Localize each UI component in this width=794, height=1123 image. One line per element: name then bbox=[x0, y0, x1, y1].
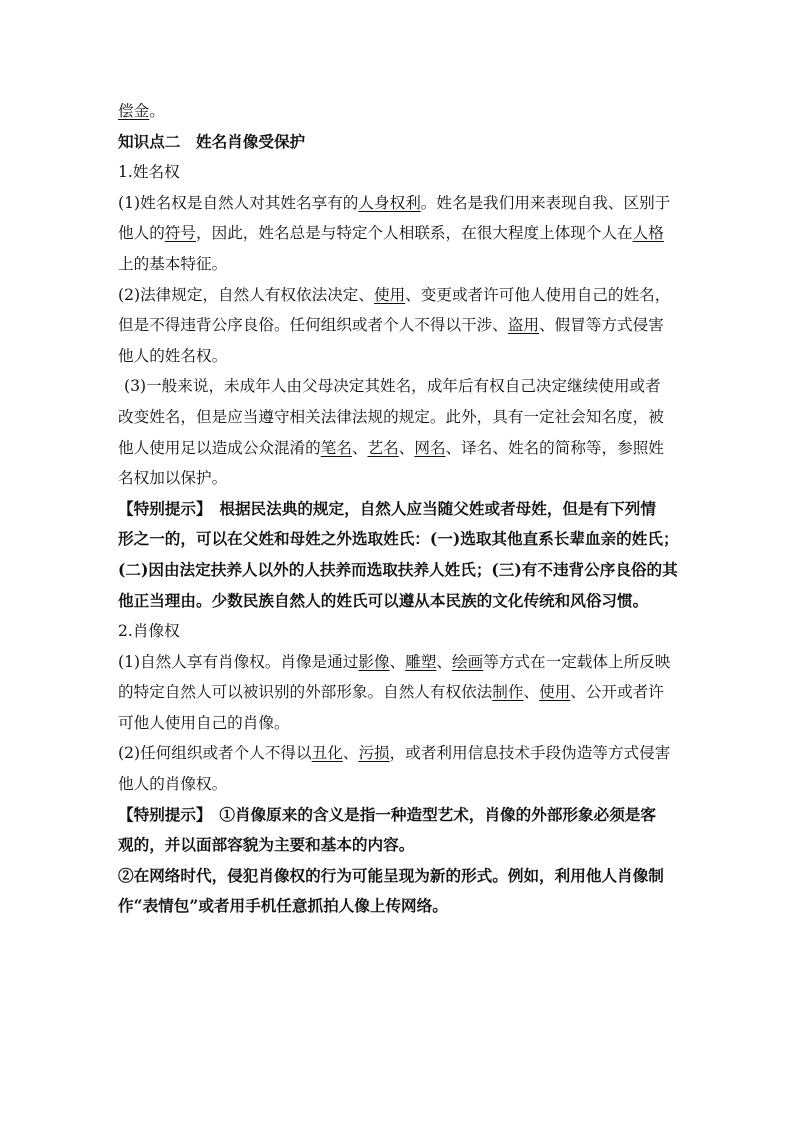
text-line bbox=[118, 310, 683, 341]
text-run: 改变姓名，但是应当遵守相关法律法规的规定。此外，具有一定社会知名度，被 bbox=[118, 407, 664, 426]
document-body bbox=[118, 96, 683, 922]
text-run: (2)法律规定，自然人有权依法决定、 bbox=[118, 285, 374, 304]
text-run: 、译名、姓名的简称等，参照姓 bbox=[445, 438, 664, 457]
text-run: (2)任何组织或者个人不得以 bbox=[118, 744, 312, 763]
text-line bbox=[118, 555, 683, 586]
text-line bbox=[118, 647, 683, 678]
text-run: 【特别提示】 ①肖像原来的含义是指一种造型艺术，肖像的外部形象必须是客 bbox=[118, 804, 656, 824]
text-run: 上的基本特征。 bbox=[118, 254, 228, 273]
underlined-term: 偿金 bbox=[118, 102, 150, 120]
text-line bbox=[118, 218, 683, 249]
text-line bbox=[118, 433, 683, 464]
text-run: ，或者利用信息技术手段伪造等方式侵害 bbox=[389, 744, 671, 763]
text-run: 作“表情包”或者用手机任意抓拍人像上传网络。 bbox=[118, 896, 448, 916]
text-run: (3)一般来说，未成年人由父母决定其姓名，成年后有权自己决定继续使用或者 bbox=[124, 377, 661, 396]
text-run: 、 bbox=[398, 438, 415, 457]
text-run: 、 bbox=[523, 683, 540, 702]
text-line bbox=[118, 188, 683, 219]
text-run: 姓名肖像受保护 bbox=[180, 131, 306, 151]
text-run: 、 bbox=[351, 438, 368, 457]
underlined-term: 雕塑 bbox=[405, 652, 437, 671]
text-line bbox=[118, 341, 683, 372]
text-run: 知识点二 bbox=[118, 131, 181, 151]
text-run: 名权加以保护。 bbox=[118, 469, 228, 488]
text-run: 、 bbox=[436, 652, 453, 671]
text-line bbox=[118, 494, 683, 525]
text-line bbox=[118, 463, 683, 494]
text-run: 。姓名是我们用来表现自我、区别于 bbox=[420, 193, 671, 212]
text-run: 形之一的，可以在父姓和母姓之外选取姓氏：(一)选取其他直系长辈血亲的姓氏； bbox=[118, 529, 679, 549]
text-line bbox=[118, 769, 683, 800]
underlined-term: 艺名 bbox=[367, 438, 399, 457]
underlined-term: 影像 bbox=[358, 652, 390, 671]
text-line bbox=[118, 586, 683, 617]
text-line bbox=[118, 616, 683, 647]
text-line bbox=[118, 830, 683, 861]
underlined-term: 盗用 bbox=[507, 316, 540, 335]
underlined-term: 人格 bbox=[632, 224, 664, 243]
text-run: 观的，并以面部容貌为主要和基本的内容。 bbox=[118, 835, 415, 855]
underlined-term: 笔名 bbox=[320, 438, 352, 457]
text-line bbox=[118, 861, 683, 892]
text-run: 、变更或者许可他人使用自己的姓名， bbox=[405, 285, 671, 304]
text-run: (1)姓名权是自然人对其姓名享有的 bbox=[118, 193, 359, 212]
text-line bbox=[118, 249, 683, 280]
text-run: 他人的 bbox=[118, 224, 165, 243]
text-line bbox=[118, 280, 683, 311]
underlined-term: 使用 bbox=[539, 683, 571, 702]
text-run: 、公开或者许 bbox=[570, 683, 664, 702]
text-run: 他人使用足以造成公众混淆的 bbox=[118, 438, 321, 457]
underlined-term: 污损 bbox=[358, 744, 390, 763]
underlined-term: 网名 bbox=[414, 438, 446, 457]
text-line bbox=[118, 708, 683, 739]
text-line bbox=[118, 524, 683, 555]
text-run: (1)自然人享有肖像权。肖像是通过 bbox=[118, 652, 359, 671]
text-run: 他正当理由。少数民族自然人的姓氏可以遵从本民族的文化传统和风俗习惯。 bbox=[118, 590, 649, 610]
text-run: 、 bbox=[342, 744, 359, 763]
underlined-term: 丑化 bbox=[311, 744, 343, 763]
text-line bbox=[118, 96, 683, 127]
text-run: 但是不得违背公序良俗。任何组织或者个人不得以干涉、 bbox=[118, 316, 508, 335]
text-run: 可他人使用自己的肖像。 bbox=[118, 713, 290, 732]
text-line bbox=[118, 402, 683, 433]
text-run: 他人的姓名权。 bbox=[118, 346, 228, 365]
text-run: 、假冒等方式侵害 bbox=[539, 316, 664, 335]
text-run: (二)因由法定扶养人以外的人扶养而选取扶养人姓氏；(三)有不违背公序良俗的其 bbox=[118, 559, 678, 579]
text-run: 等方式在一定载体上所反映 bbox=[483, 652, 671, 671]
text-line bbox=[118, 891, 683, 922]
text-run: 。 bbox=[149, 102, 165, 120]
text-run: 他人的肖像权。 bbox=[118, 775, 228, 794]
text-run: 1.姓名权 bbox=[118, 163, 180, 182]
text-run: 、 bbox=[389, 652, 406, 671]
text-run: ②在网络时代，侵犯肖像权的行为可能呈现为新的形式。例如，利用他人肖像制 bbox=[118, 865, 664, 885]
text-run: ，因此，姓名总是与特定个人相联系，在很大程度上体现个人在 bbox=[196, 224, 633, 243]
underlined-term: 人身权利 bbox=[358, 193, 421, 212]
text-line bbox=[118, 371, 683, 402]
underlined-term: 使用 bbox=[374, 285, 406, 304]
text-line bbox=[118, 800, 683, 831]
text-run: 【特别提示】 根据民法典的规定，自然人应当随父姓或者母姓，但是有下列情 bbox=[118, 498, 656, 518]
underlined-term: 符号 bbox=[164, 224, 196, 243]
text-run: 的特定自然人可以被识别的外部形象。自然人有权依法 bbox=[118, 683, 493, 702]
text-run: 2.肖像权 bbox=[118, 622, 180, 641]
underlined-term: 制作 bbox=[492, 683, 524, 702]
text-line bbox=[118, 157, 683, 188]
text-line bbox=[118, 738, 683, 769]
text-line bbox=[118, 677, 683, 708]
text-line bbox=[118, 127, 683, 158]
underlined-term: 绘画 bbox=[452, 652, 484, 671]
